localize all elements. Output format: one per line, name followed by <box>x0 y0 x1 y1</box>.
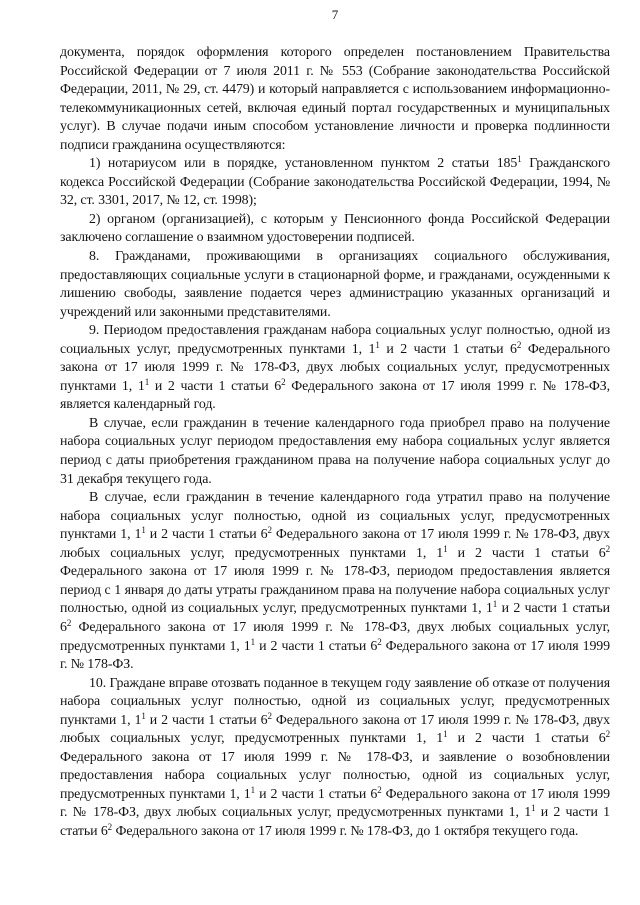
text-run: 9. Периодом предоставления гражданам набора социальных услуг полностью, одной из социальных услуг, предусмотренных пунктами 1, 1 <box>60 323 610 357</box>
paragraph <box>60 44 610 155</box>
text-run: Гражданского кодекса Российской Федерации (Собрание законодательства Российской Федерации, 1994, № 32, ст. 3301, 2017, № 12, ст. 1998); <box>60 156 610 209</box>
superscript: 2 <box>267 710 272 721</box>
text-run: Федерального закона от 17 июля 1999 г. № 178-ФЗ, двух любых социальных услуг, предусмотренных пунктами 1, 1 <box>60 527 610 561</box>
text-run: В случае, если гражданин в течение календарного года приобрел право на получение набора социальных услуг периодом предоставления ему набора социальных услуг является период с даты приобретения гражданином права на получение набора социальных услуг до 31 декабря текущего года. <box>60 415 610 487</box>
superscript: 1 <box>250 636 256 647</box>
text-run: Федерального закона от 17 июля 1999 г. № 178-ФЗ, двух любых социальных услуг, предусмотренных пунктами 1, 1 <box>60 619 610 654</box>
text-run: Федерального закона от 17 июля 1999 г. № 178-ФЗ, является календарный год. <box>60 378 610 413</box>
paragraph <box>60 675 610 842</box>
superscript: 1 <box>531 803 536 814</box>
superscript: 1 <box>492 599 498 610</box>
superscript: 1 <box>141 710 146 721</box>
text-run: Федерального закона от 17 июля 1999 г. № 178-ФЗ, периодом предоставления является период с 1 января до даты утраты гражданином права на получение набора социальных услуг полностью, одной из социальных услуг, предусмотренных пунктами 1, 1 <box>60 564 610 617</box>
superscript: 2 <box>107 821 113 832</box>
superscript: 2 <box>377 784 382 795</box>
superscript: 2 <box>267 525 272 536</box>
text-run: 2) органом (организацией), с которым у Пенсионного фонда Российской Федерации заключено соглашение о взаимном удостоверении подписей. <box>60 211 610 246</box>
paragraph <box>60 211 610 248</box>
text-run: 8. Гражданами, проживающими в организациях социального обслуживания, предоставляющих социальные услуги в стационарной форме, и гражданами, осужденными к лишению свободы, заявление подается через администрацию указанных организаций и учреждений или законными представителями. <box>60 249 610 320</box>
text-run: и 2 части 1 статьи 6 <box>60 601 610 635</box>
text-run: и 2 части 1 статьи 6 <box>379 341 517 357</box>
text-run: 1) нотариусом или в порядке, установленном пунктом 2 статьи 185 <box>89 156 518 172</box>
superscript: 2 <box>377 636 382 647</box>
superscript: 2 <box>516 339 522 350</box>
superscript: 2 <box>605 543 610 554</box>
text-run: и 2 части 1 статьи 6 <box>145 712 268 728</box>
superscript: 1 <box>517 154 522 165</box>
text-run: и 2 части 1 статьи 6 <box>149 378 282 394</box>
text-run: и 2 части 1 статьи 6 <box>60 805 610 839</box>
document-page <box>60 0 610 905</box>
text-run: документа, порядок оформления которого определен постановлением Правительства Российской Федерации от 7 июля 2011 г. № 553 (Собрание законодательства Российской Федерации, 2011, № 29, ст. 4479) и который направляется с использованием информационно-телекоммуникационных сетей, включая единый портал государственных и муниципальных услуг). В случае подачи иным способом установление личности и проверка подлинности подписи гражданина осуществляются: <box>60 45 610 153</box>
text-run: Федерального закона от 17 июля 1999 г. № 178-ФЗ, двух любых социальных услуг, предусмотренных пунктами 1, 1 <box>60 786 610 821</box>
text-run: и 2 части 1 статьи 6 <box>255 786 378 802</box>
paragraph <box>60 322 610 415</box>
text-run: 10. Граждане вправе отозвать поданное в текущем году заявление об отказе от получения набора социальных услуг полностью, одной из социальных услуг, предусмотренных пунктами 1, 1 <box>60 675 610 728</box>
superscript: 1 <box>443 729 448 740</box>
text-run: Федерального закона от 17 июля 1999 г. № 178-ФЗ, двух любых социальных услуг, предусмотренных пунктами 1, 1 <box>60 341 610 394</box>
text-run: Федерального закона от 17 июля 1999 г. № 178-ФЗ, и заявление о возобновлении предоставления набора социальных услуг полностью, одной из социальных услуг, предусмотренных пунктами 1, 1 <box>60 749 610 802</box>
text-run: Федерального закона от 17 июля 1999 г. № 178-ФЗ, двух любых социальных услуг, предусмотренных пунктами 1, 1 <box>60 712 610 747</box>
paragraph <box>60 155 610 211</box>
superscript: 1 <box>141 525 146 536</box>
paragraph <box>60 415 610 489</box>
document-body <box>60 44 610 842</box>
text-run: Федерального закона от 17 июля 1999 г. № 178-ФЗ, до 1 октября текущего года. <box>112 823 579 839</box>
text-run: и 2 части 1 статьи 6 <box>255 638 378 654</box>
paragraph <box>60 489 610 674</box>
superscript: 1 <box>144 376 150 387</box>
text-run: В случае, если гражданин в течение календарного года утратил право на получение набора социальных услуг полностью, одной из социальных услуг, предусмотренных пунктами 1, 1 <box>60 490 610 543</box>
text-run: и 2 части 1 статьи 6 <box>447 731 606 747</box>
superscript: 1 <box>375 339 380 350</box>
text-run: и 2 части 1 статьи 6 <box>145 527 268 543</box>
page-number: 7 <box>331 7 339 22</box>
paragraph <box>60 248 610 322</box>
superscript: 2 <box>281 376 286 387</box>
superscript: 2 <box>66 617 72 628</box>
text-run: Федерального закона от 17 июля 1999 г. № 178-ФЗ. <box>60 638 610 673</box>
superscript: 1 <box>443 543 448 554</box>
text-run: и 2 части 1 статьи 6 <box>447 545 606 561</box>
superscript: 2 <box>605 729 610 740</box>
superscript: 1 <box>250 784 256 795</box>
